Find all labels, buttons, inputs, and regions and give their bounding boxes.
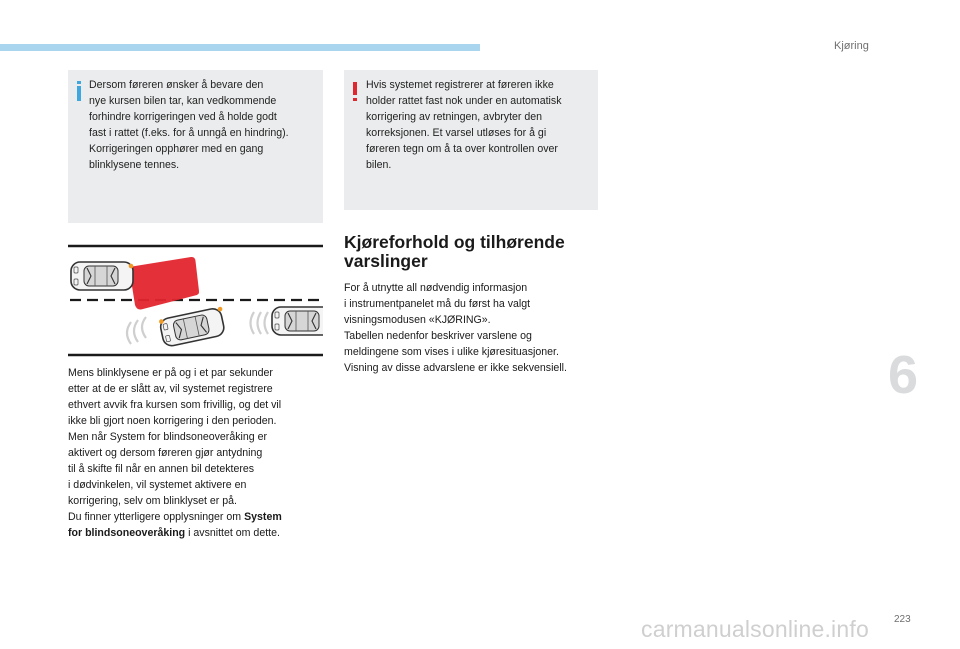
following-car <box>272 307 323 335</box>
info-note-text: Dersom føreren ønsker å bevare den nye kursen bilen tar, kan vedkommende forhindre korrigeringen ved å holde godt fast i rattet (f.eks. for å unngå en hindring). Korrigeringen opphører med en gang blinklysene tennes. <box>89 79 289 171</box>
watermark: carmanualsonline.info <box>641 616 869 642</box>
detected-car <box>71 262 133 290</box>
info-note <box>68 70 323 223</box>
blinker-description <box>68 365 324 541</box>
body-paragraph-end: i avsnittet om dette. <box>185 527 280 539</box>
blind-spot-correction-illustration <box>68 243 323 358</box>
section-paragraph: For å utnytte all nødvendig informasjon i instrumentpanelet må du først ha valgt visningsmodusen «KJØRING». Tabellen nedenfor beskriver varslene og meldingene som vises i ulike kjøresituasjoner. Visning av disse advarslene er ikke sekvensiell. <box>344 282 567 374</box>
body-paragraph: Mens blinklysene er på og i et par sekunder etter at de er slått av, vil systemet registrere ethvert avvik fra kursen som frivillig, og det vil ikke bli gjort noen korrigering i den perioden. Men når System for blindsoneoveråking er aktivert og dersom føreren gjør antydning til å skifte fil når en annen bil detekteres i dødvinkelen, vil systemet aktivere en korrigering, selv om blinklyset er på. Du finner ytterligere opplysninger om <box>68 367 282 523</box>
warning-note <box>344 70 598 210</box>
header-accent-bar <box>0 44 480 51</box>
section-heading: Kjøreforhold og tilhørende varslinger <box>344 232 565 271</box>
own-car <box>159 306 228 347</box>
section-title: Kjøring <box>834 40 869 52</box>
blind-spot-reference: System for blindsoneoveråking <box>68 511 282 539</box>
warning-icon <box>353 82 358 102</box>
warning-note-text: Hvis systemet registrerer at føreren ikke holder rattet fast nok under en automatisk korrigering av retningen, avbryter den korreksjonen. Et varsel utløses for å gi føreren tegn om å ta over kontrollen over bilen. <box>366 79 562 171</box>
blind-zone <box>129 257 199 310</box>
chapter-number: 6 <box>888 345 919 405</box>
info-icon <box>76 81 82 101</box>
page-number: 223 <box>894 614 911 625</box>
